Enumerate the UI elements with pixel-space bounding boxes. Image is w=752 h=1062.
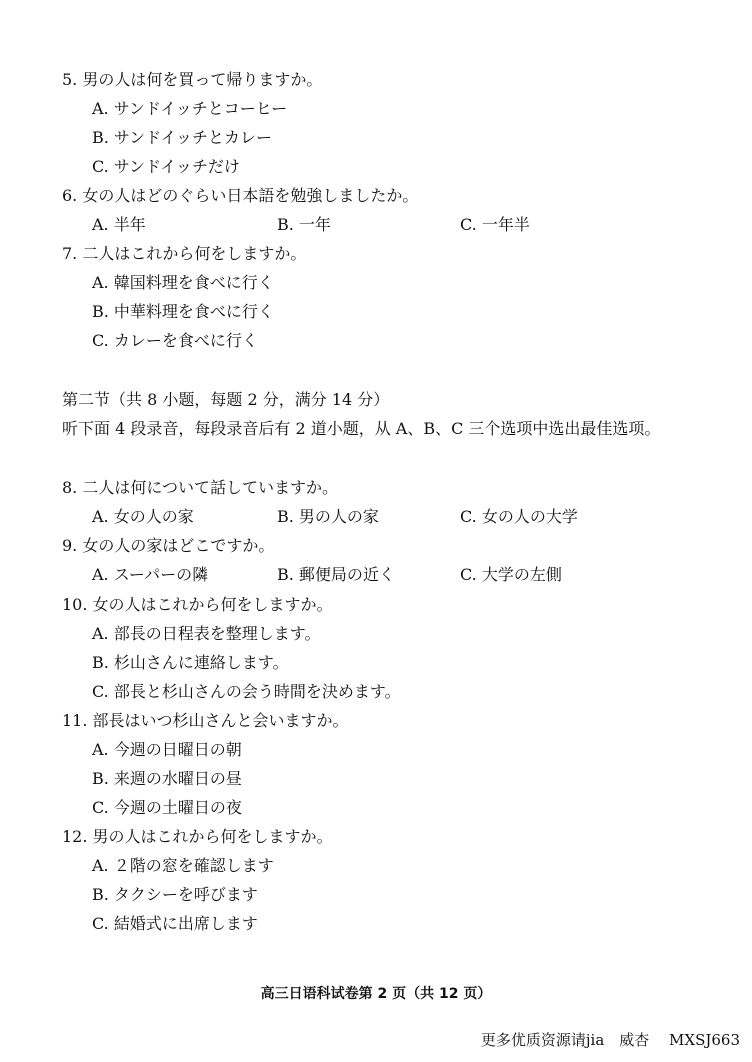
question-7: 7. 二人はこれから何をしますか。 — [62, 244, 307, 263]
q11-option-b: B. 来週の水曜日の昼 — [92, 769, 242, 788]
q12-option-a: A. ２階の窓を確認します — [92, 856, 274, 875]
q6-option-c: C. 一年半 — [460, 215, 530, 234]
q8-option-b: B. 男の人の家 — [277, 507, 379, 526]
q11-option-c: C. 今週の土曜日の夜 — [92, 798, 242, 817]
q8-option-a: A. 女の人の家 — [92, 507, 194, 526]
q7-option-b: B. 中華料理を食べに行く — [92, 302, 274, 321]
question-9: 9. 女の人の家はどこですか。 — [62, 536, 275, 555]
q6-option-b: B. 一年 — [277, 215, 331, 234]
q6-option-a: A. 半年 — [92, 215, 146, 234]
q9-option-a: A. スーパーの隣 — [92, 565, 209, 584]
q12-option-b: B. タクシーを呼びます — [92, 885, 258, 904]
q11-option-a: A. 今週の日曜日の朝 — [92, 740, 242, 759]
question-11: 11. 部長はいつ杉山さんと会いますか。 — [62, 711, 349, 730]
section-heading: 第二节（共 8 小题，每题 2 分，满分 14 分） — [62, 390, 390, 409]
q5-option-b: B. サンドイッチとカレー — [92, 128, 273, 147]
q9-option-c: C. 大学の左側 — [460, 565, 562, 584]
q9-option-b: B. 郵便局の近く — [277, 565, 395, 584]
q12-option-c: C. 結婚式に出席します — [92, 914, 258, 933]
q8-option-c: C. 女の人の大学 — [460, 507, 578, 526]
q5-option-c: C. サンドイッチだけ — [92, 157, 240, 176]
question-6: 6. 女の人はどのぐらい日本語を勉強しましたか。 — [62, 186, 419, 205]
question-10: 10. 女の人はこれから何をしますか。 — [62, 595, 333, 614]
q10-option-b: B. 杉山さんに連絡します。 — [92, 653, 289, 672]
promo-text: 更多优质资源请jia 威杏 MXSJ663 — [480, 1031, 740, 1049]
section-instruction: 听下面 4 段录音，每段录音后有 2 道小题，从 A、B、C 三个选项中选出最佳选项。 — [62, 419, 661, 438]
q10-option-a: A. 部長の日程表を整理します。 — [92, 624, 321, 643]
question-5: 5. 男の人は何を買って帰りますか。 — [62, 70, 323, 89]
q5-option-a: A. サンドイッチとコーヒー — [92, 99, 288, 118]
question-8: 8. 二人は何について話していますか。 — [62, 478, 339, 497]
question-12: 12. 男の人はこれから何をしますか。 — [62, 827, 333, 846]
page-footer: 高三日语科试卷第 2 页（共 12 页） — [260, 986, 492, 1002]
q10-option-c: C. 部長と杉山さんの会う時間を決めます。 — [92, 682, 401, 701]
q7-option-c: C. カレーを食べに行く — [92, 331, 258, 350]
q7-option-a: A. 韓国料理を食べに行く — [92, 273, 274, 292]
